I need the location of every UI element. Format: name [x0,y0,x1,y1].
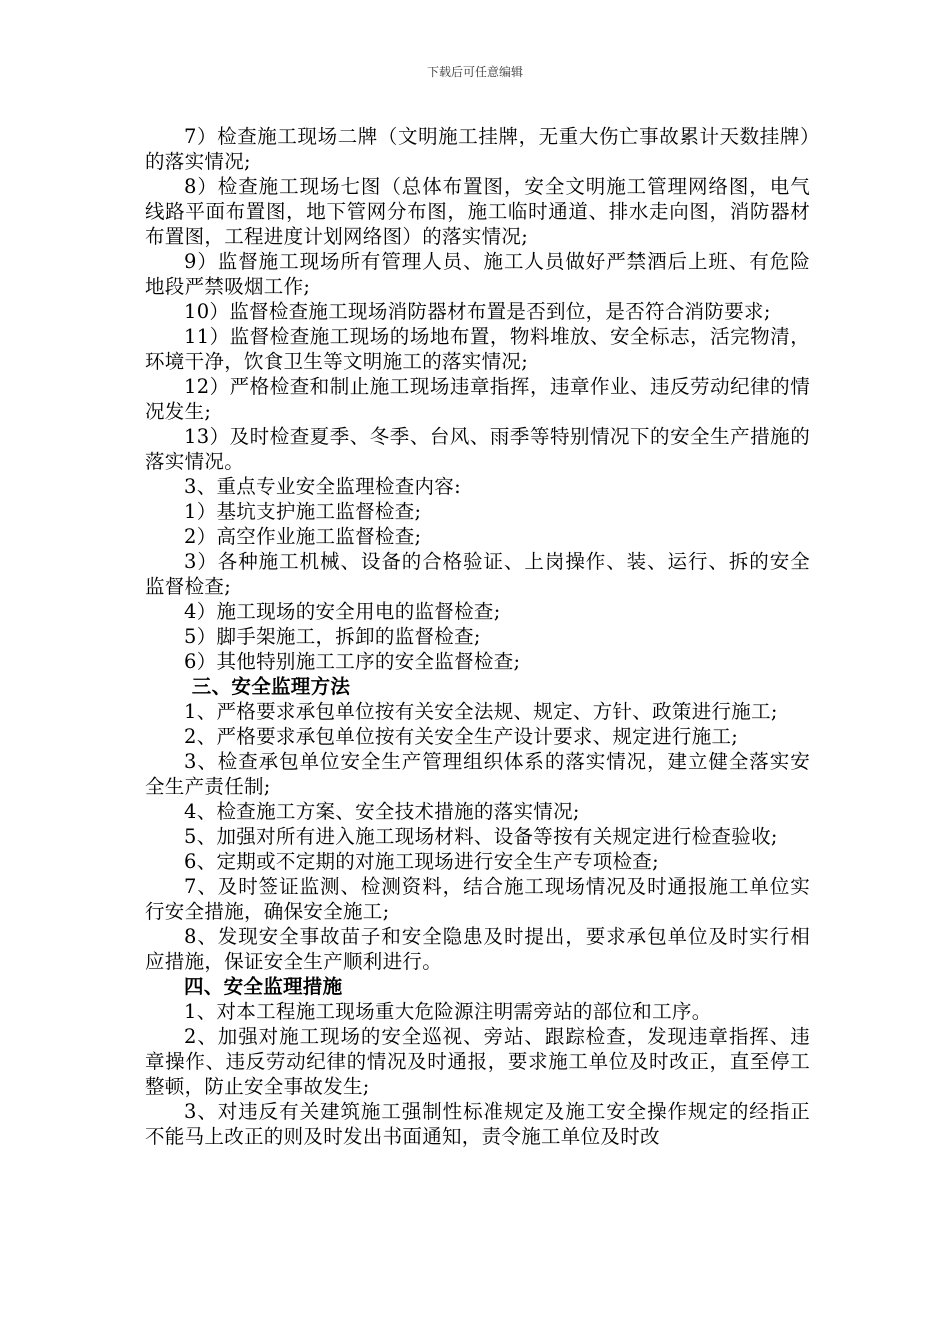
paragraph: 4、检查施工方案、安全技术措施的落实情况; [184,800,580,823]
paragraph: 2）高空作业施工监督检查; [184,525,422,548]
paragraph: 3、对违反有关建筑施工强制性标准规定及施工安全操作规定的经指正不能马上改正的则及时发出书面通知，责令施工单位及时改 [145,1100,810,1148]
paragraph: 6）其他特别施工工序的安全监督检查; [184,650,521,673]
paragraph: 4）施工现场的安全用电的监督检查; [184,600,501,623]
document-body [145,124,810,1149]
paragraph: 13）及时检查夏季、冬季、台风、雨季等特别情况下的安全生产措施的落实情况。 [145,425,810,473]
page-header-caption: 下载后可任意编辑 [426,65,523,79]
paragraph: 3、检查承包单位安全生产管理组织体系的落实情况，建立健全落实安全生产责任制; [145,750,810,798]
paragraph: 7）检查施工现场二牌（文明施工挂牌，无重大伤亡事故累计天数挂牌）的落实情况; [145,125,810,173]
paragraph: 1）基坑支护施工监督检查; [184,500,422,523]
paragraph: 8）检查施工现场七图（总体布置图，安全文明施工管理网络图，电气线路平面布置图，地下管网分布图，施工临时通道、排水走向图，消防器材布置图，工程进度计划网络图）的落实情况; [145,175,810,248]
paragraph: 3、重点专业安全监理检查内容: [184,475,461,498]
paragraph: 10）监督检查施工现场消防器材布置是否到位，是否符合消防要求; [184,300,771,323]
paragraph: 2、严格要求承包单位按有关安全生产设计要求、规定进行施工; [184,725,739,748]
section-heading: 三、安全监理方法 [191,675,351,698]
paragraph: 11）监督检查施工现场的场地布置，物料堆放、安全标志，活完物清，环境干净，饮食卫生等文明施工的落实情况; [145,325,810,373]
paragraph: 6、定期或不定期的对施工现场进行安全生产专项检查; [184,850,659,873]
paragraph: 12）严格检查和制止施工现场违章指挥，违章作业、违反劳动纪律的情况发生; [145,375,810,423]
paragraph: 3）各种施工机械、设备的合格验证、上岗操作、装、运行、拆的安全监督检查; [145,550,810,598]
paragraph: 7、及时签证监测、检测资料，结合施工现场情况及时通报施工单位实行安全措施，确保安全施工; [145,875,810,923]
paragraph: 2、加强对施工现场的安全巡视、旁站、跟踪检查，发现违章指挥、违章操作、违反劳动纪律的情况及时通报，要求施工单位及时改正，直至停工整顿，防止安全事故发生; [145,1025,810,1098]
paragraph: 1、对本工程施工现场重大危险源注明需旁站的部位和工序。 [184,1000,712,1023]
section-heading: 四、安全监理措施 [184,975,343,998]
paragraph: 8、发现安全事故苗子和安全隐患及时提出，要求承包单位及时实行相应措施，保证安全生产顺利进行。 [145,925,810,973]
paragraph: 1、严格要求承包单位按有关安全法规、规定、方针、政策进行施工; [184,700,778,723]
paragraph: 5）脚手架施工，拆卸的监督检查; [184,625,481,648]
paragraph: 9）监督施工现场所有管理人员、施工人员做好严禁酒后上班、有危险地段严禁吸烟工作; [145,250,810,298]
paragraph: 5、加强对所有进入施工现场材料、设备等按有关规定进行检查验收; [184,825,778,848]
